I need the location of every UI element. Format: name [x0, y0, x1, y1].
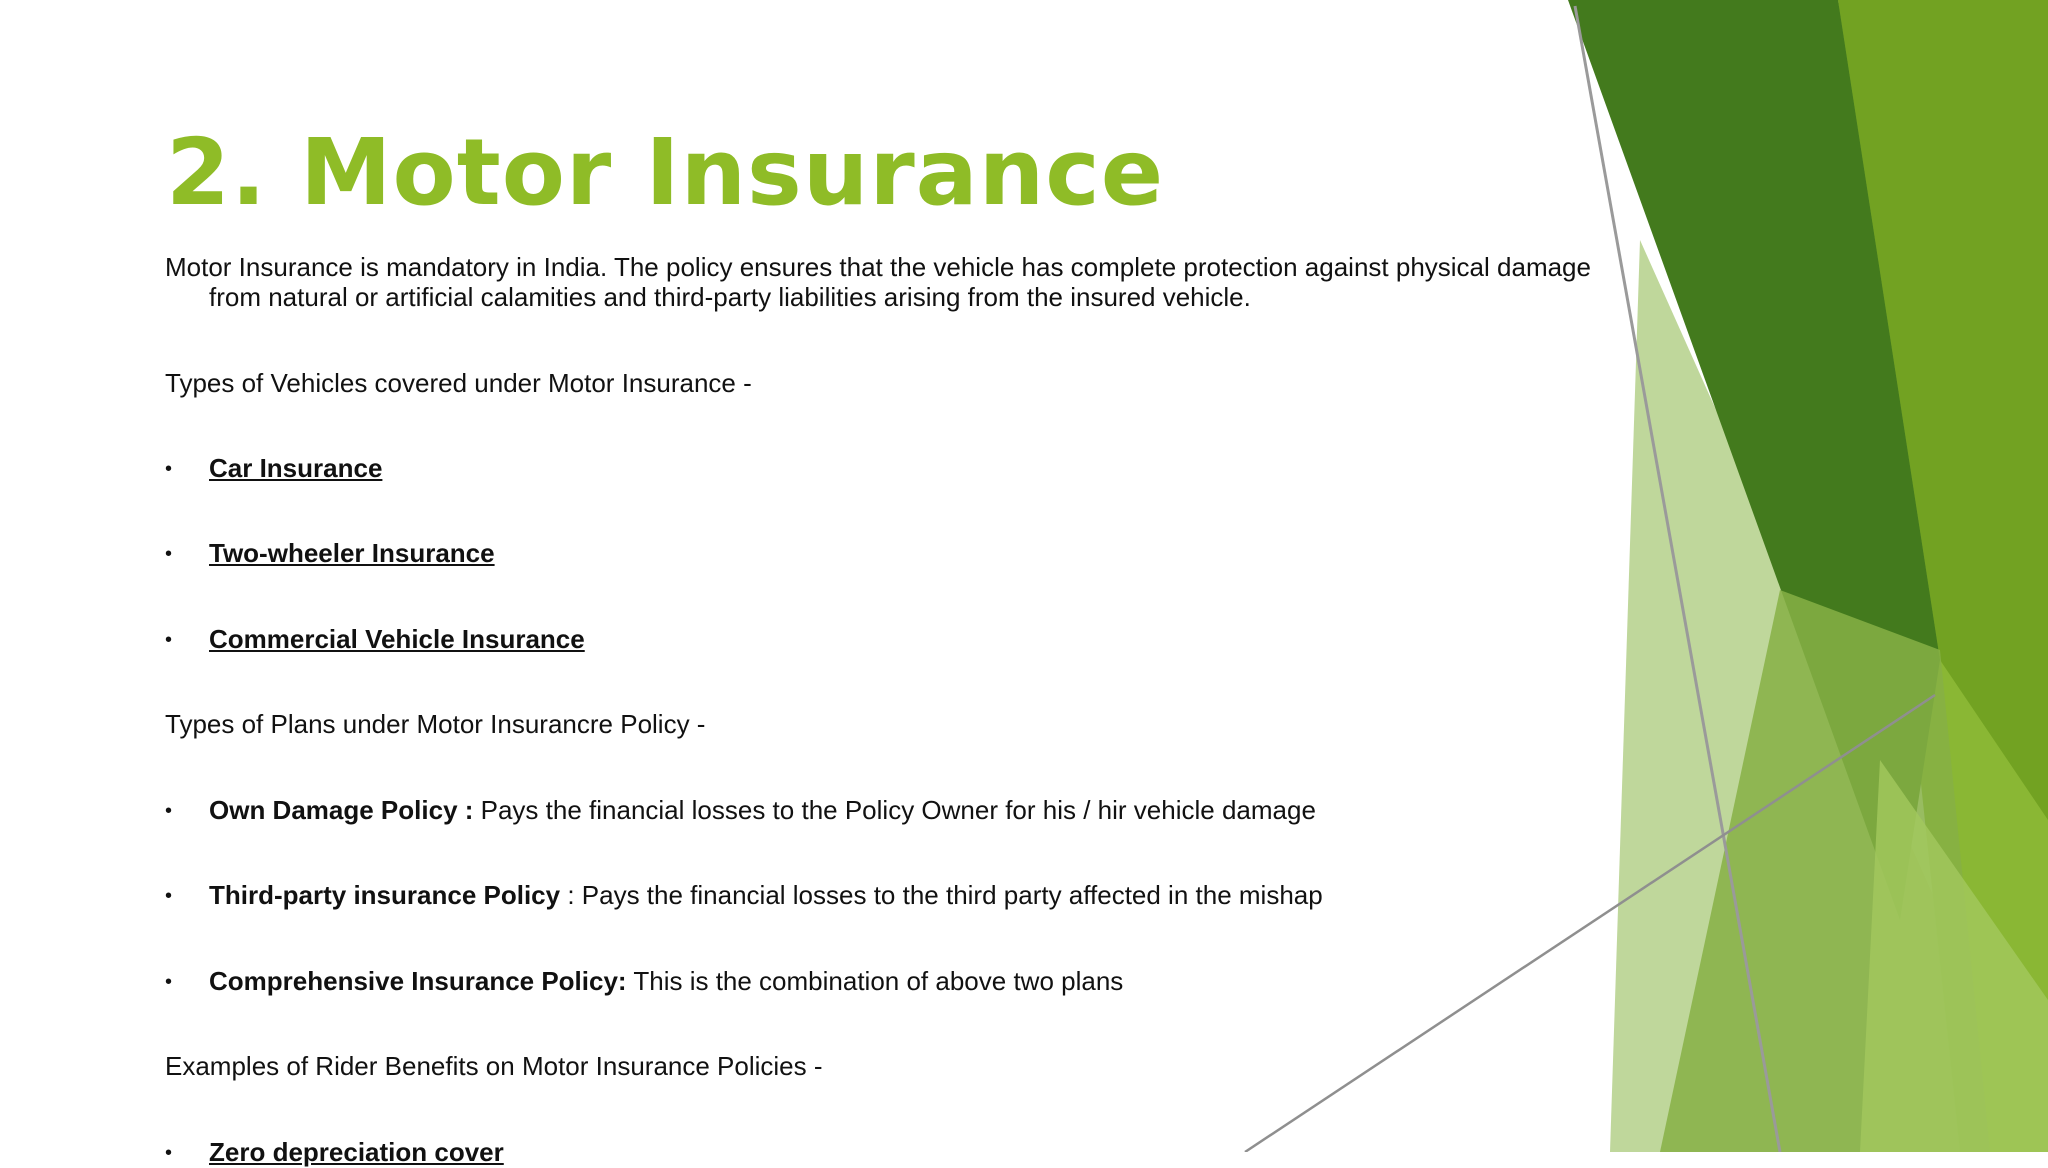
- bullet-dot: •: [165, 543, 173, 565]
- list-item-car-insurance[interactable]: [165, 453, 382, 484]
- list-item-zero-depreciation[interactable]: [165, 1137, 504, 1168]
- list-item-third-party-policy: [165, 880, 1323, 911]
- list-item-own-damage-policy: [165, 795, 1316, 826]
- plan-name: Third-party insurance Policy: [209, 880, 561, 910]
- riders-heading: Examples of Rider Benefits on Motor Insurance Policies -: [165, 1051, 823, 1081]
- bullet-dot: •: [165, 629, 173, 651]
- commercial-vehicle-insurance-link[interactable]: Commercial Vehicle Insurance: [209, 624, 585, 654]
- plan-description: This is the combination of above two plans: [626, 966, 1124, 996]
- bullet-dot: •: [165, 971, 173, 993]
- two-wheeler-insurance-link[interactable]: Two-wheeler Insurance: [209, 538, 495, 568]
- list-item-commercial-vehicle-insurance[interactable]: [165, 624, 585, 655]
- plans-heading: Types of Plans under Motor Insurancre Policy -: [165, 709, 706, 739]
- intro-paragraph: Motor Insurance is mandatory in India. The policy ensures that the vehicle has complete protection against physical damage from natural or artificial calamities and third-party liabilities arising from the insured vehicle.: [165, 252, 1591, 312]
- list-item-comprehensive-policy: [165, 966, 1123, 997]
- plan-description: Pays the financial losses to the Policy Owner for his / hir vehicle damage: [473, 795, 1316, 825]
- slide-title: 2. Motor Insurance: [166, 119, 1165, 226]
- bullet-dot: •: [165, 800, 173, 822]
- vehicles-heading: Types of Vehicles covered under Motor Insurance -: [165, 368, 752, 398]
- bullet-dot: •: [165, 1142, 173, 1164]
- bullet-dot: •: [165, 885, 173, 907]
- plan-name: Own Damage Policy :: [209, 795, 474, 825]
- plan-name: Comprehensive Insurance Policy:: [209, 966, 627, 996]
- plan-description: : Pays the financial losses to the third party affected in the mishap: [560, 880, 1323, 910]
- bullet-dot: •: [165, 458, 173, 480]
- list-item-two-wheeler-insurance[interactable]: [165, 538, 495, 569]
- zero-depreciation-link[interactable]: Zero depreciation cover: [209, 1137, 504, 1167]
- car-insurance-link[interactable]: Car Insurance: [209, 453, 383, 483]
